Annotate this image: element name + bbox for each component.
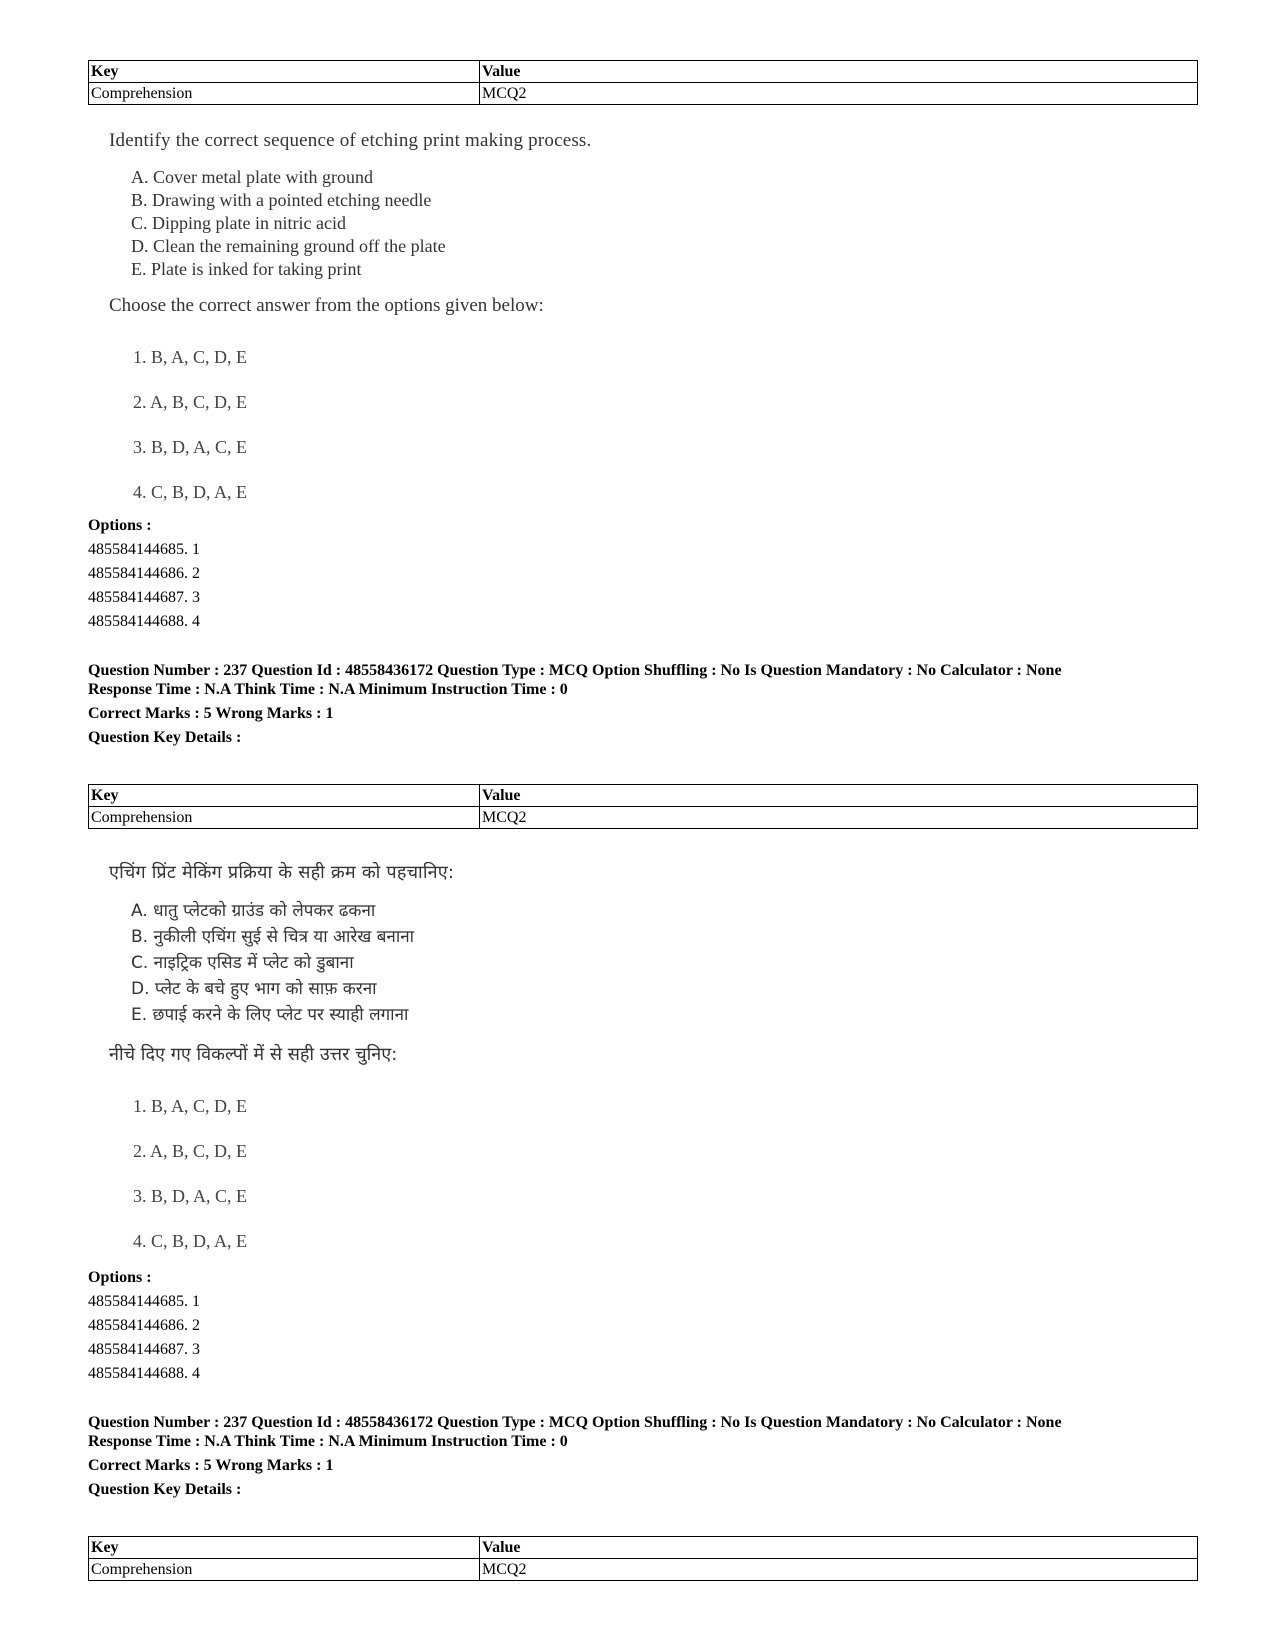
- statement-item: D. प्लेट के बचे हुए भाग को साफ़ करना: [131, 979, 377, 999]
- question-meta: [88, 1413, 1238, 1499]
- statement-item: C. Dipping plate in nitric acid: [131, 213, 346, 233]
- answer-choice: 3. B, D, A, C, E: [133, 1186, 248, 1206]
- key-cell: Comprehension: [89, 807, 480, 829]
- statement-item: B. नुकीली एचिंग सुई से चित्र या आरेख बनाना: [131, 927, 415, 947]
- option-item: 485584144686. 2: [88, 1317, 200, 1334]
- options-block: [88, 514, 200, 634]
- marks-line: Correct Marks : 5 Wrong Marks : 1: [88, 705, 334, 722]
- options-label: Options :: [88, 1269, 152, 1286]
- answer-choice: 2. A, B, C, D, E: [133, 1141, 248, 1161]
- value-cell: MCQ2: [480, 1559, 1198, 1581]
- statement-item: A. धातु प्लेटको ग्राउंड को लेपकर ढकना: [131, 901, 376, 921]
- options-block: [88, 1266, 200, 1386]
- key-cell: Comprehension: [89, 83, 480, 105]
- statement-item: A. Cover metal plate with ground: [131, 167, 373, 187]
- key-header: Key: [89, 1537, 480, 1559]
- value-header: Value: [480, 1537, 1198, 1559]
- value-cell: MCQ2: [480, 83, 1198, 105]
- key-header: Key: [89, 785, 480, 807]
- table-header-row: [89, 1537, 1198, 1559]
- answer-choices: [133, 1084, 625, 1264]
- table-row: [89, 83, 1198, 105]
- value-cell: MCQ2: [480, 807, 1198, 829]
- timing-info-line: Response Time : N.A Think Time : N.A Minimum Instruction Time : 0: [88, 681, 568, 698]
- key-details-label: Question Key Details :: [88, 729, 242, 746]
- value-header: Value: [480, 61, 1198, 83]
- question-key-table: [88, 60, 1198, 105]
- answer-choice: 4. C, B, D, A, E: [133, 482, 248, 502]
- question-key-table: [88, 784, 1198, 829]
- question-key-table: [88, 1536, 1198, 1581]
- statement-item: B. Drawing with a pointed etching needle: [131, 190, 432, 210]
- options-label: Options :: [88, 517, 152, 534]
- answer-choice: 1. B, A, C, D, E: [133, 347, 248, 367]
- key-cell: Comprehension: [89, 1559, 480, 1581]
- option-item: 485584144688. 4: [88, 613, 200, 630]
- option-item: 485584144686. 2: [88, 565, 200, 582]
- answer-choice: 3. B, D, A, C, E: [133, 437, 248, 457]
- table-header-row: [89, 61, 1198, 83]
- answer-choices: [133, 335, 625, 515]
- answer-choice: 1. B, A, C, D, E: [133, 1096, 248, 1116]
- question-info-line: Question Number : 237 Question Id : 48558436172 Question Type : MCQ Option Shuffling : No Is Question Mandatory : No Calculator : None: [88, 662, 1062, 679]
- answer-choice: 4. C, B, D, A, E: [133, 1231, 248, 1251]
- option-item: 485584144685. 1: [88, 541, 200, 558]
- question-stem: Identify the correct sequence of etching print making process.: [109, 130, 592, 151]
- question-info-line: Question Number : 237 Question Id : 48558436172 Question Type : MCQ Option Shuffling : No Is Question Mandatory : No Calculator : None: [88, 1414, 1062, 1431]
- statement-list: [131, 166, 625, 281]
- question-image-english: [105, 130, 625, 515]
- option-item: 485584144685. 1: [88, 1293, 200, 1310]
- table-header-row: [89, 785, 1198, 807]
- key-header: Key: [89, 61, 480, 83]
- question-stem: एचिंग प्रिंट मेकिंग प्रक्रिया के सही क्रम को पहचानिए:: [109, 862, 455, 883]
- option-item: 485584144688. 4: [88, 1365, 200, 1382]
- statement-item: E. छपाई करने के लिए प्लेट पर स्याही लगाना: [131, 1005, 409, 1025]
- choose-instruction: नीचे दिए गए विकल्पों में से सही उत्तर चुनिए:: [109, 1044, 398, 1065]
- table-row: [89, 807, 1198, 829]
- question-image-hindi: [105, 860, 625, 1264]
- value-header: Value: [480, 785, 1198, 807]
- table-row: [89, 1559, 1198, 1581]
- answer-choice: 2. A, B, C, D, E: [133, 392, 248, 412]
- marks-line: Correct Marks : 5 Wrong Marks : 1: [88, 1457, 334, 1474]
- statement-list: [131, 898, 625, 1028]
- question-meta: [88, 661, 1238, 747]
- statement-item: C. नाइट्रिक एसिड में प्लेट को डुबाना: [131, 953, 354, 973]
- statement-item: E. Plate is inked for taking print: [131, 259, 362, 279]
- key-details-label: Question Key Details :: [88, 1481, 242, 1498]
- option-item: 485584144687. 3: [88, 589, 200, 606]
- statement-item: D. Clean the remaining ground off the plate: [131, 236, 446, 256]
- option-item: 485584144687. 3: [88, 1341, 200, 1358]
- timing-info-line: Response Time : N.A Think Time : N.A Minimum Instruction Time : 0: [88, 1433, 568, 1450]
- choose-instruction: Choose the correct answer from the options given below:: [109, 295, 544, 316]
